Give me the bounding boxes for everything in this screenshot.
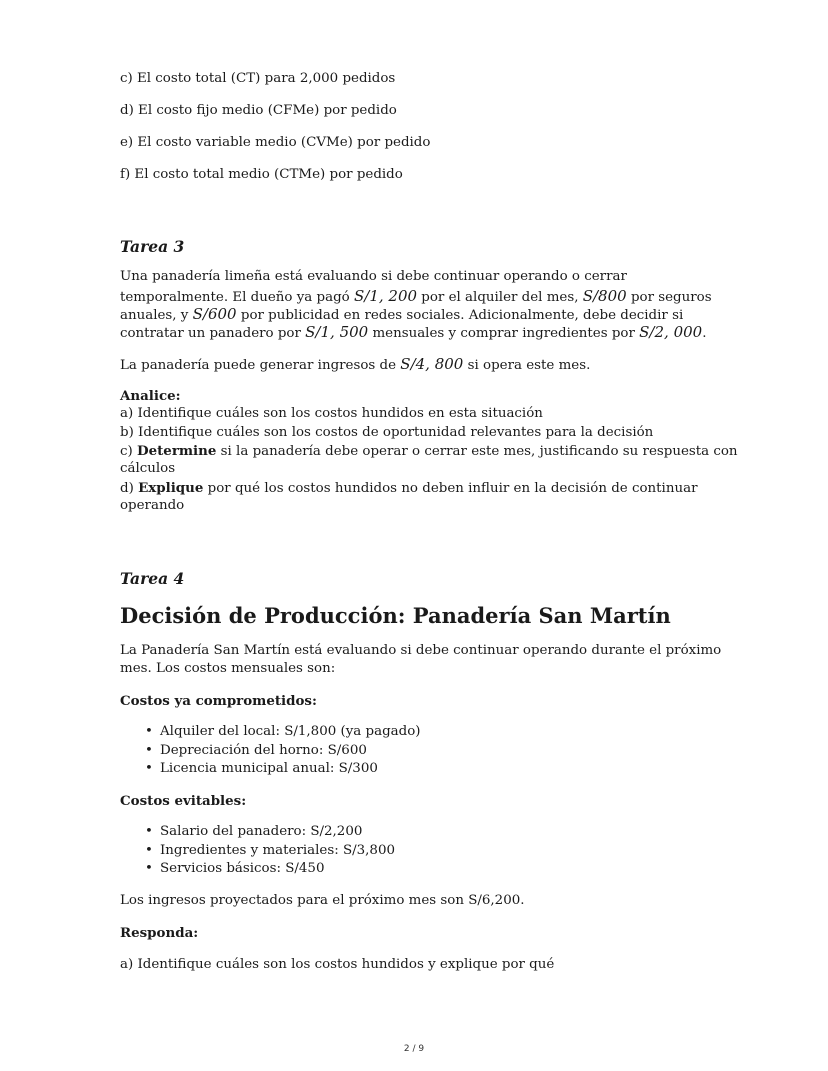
tarea3-p2 — [120, 355, 590, 376]
tarea3-p1-line1 — [120, 268, 627, 287]
math-amount: S/1, 500 — [305, 323, 369, 341]
tarea4-heading: Decisión de Producción: Panadería San Martín — [120, 603, 671, 628]
math-amount: S/600 — [192, 305, 237, 323]
tarea4-intro-line1: La Panadería San Martín está evaluando si debe continuar operando durante el próximo — [120, 643, 722, 658]
item-f: f) El costo total medio (CTMe) por pedido — [120, 167, 403, 182]
analice-label: Analice: — [120, 388, 181, 404]
tarea4-qa: a) Identifique cuáles son los costos hundidos y explique por qué — [120, 957, 555, 972]
tarea3-qc-cont: cálculos — [120, 461, 176, 476]
list-item: • Salario del panadero: S/2,200 — [120, 823, 710, 842]
item-d: d) El costo fijo medio (CFMe) por pedido — [120, 103, 397, 118]
text: contratar un panadero por — [120, 326, 306, 341]
text: temporalmente. El dueño ya pagó — [120, 290, 354, 305]
math-amount: S/1, 200 — [354, 287, 418, 305]
committed-costs-list — [120, 723, 710, 779]
tarea3-qd-cont: operando — [120, 498, 185, 513]
list-item: • Alquiler del local: S/1,800 (ya pagado) — [120, 723, 710, 742]
page-number: 2 / 9 — [403, 1044, 425, 1054]
text: si la panadería debe operar o cerrar este mes, justificando su respuesta con — [216, 444, 738, 459]
text: si opera este mes. — [463, 358, 591, 373]
bold-text: Determine — [136, 443, 217, 459]
list-item: • Servicios básicos: S/450 — [120, 860, 710, 879]
revenue-text: Los ingresos proyectados para el próximo mes son S/6,200. — [120, 893, 525, 908]
avoidable-costs-list — [120, 823, 710, 879]
bold-text: Explique — [138, 480, 204, 496]
text: La panadería puede generar ingresos de — [120, 358, 401, 373]
math-amount: S/4, 800 — [400, 355, 464, 373]
text: anuales, y — [120, 308, 193, 323]
tarea3-qa: a) Identifique cuáles son los costos hundidos en esta situación — [120, 406, 543, 421]
tarea3-title: Tarea 3 — [120, 237, 185, 256]
text: por publicidad en redes sociales. Adicionalmente, debe decidir si — [236, 308, 684, 323]
responda-label: Responda: — [120, 925, 199, 941]
tarea3-p1-line4 — [120, 323, 706, 344]
text: d) — [120, 481, 139, 496]
tarea3-qb: b) Identifique cuáles son los costos de oportunidad relevantes para la decisión — [120, 425, 654, 440]
text: . — [702, 326, 707, 341]
avoidable-costs-label: Costos evitables: — [120, 793, 247, 809]
tarea4-title: Tarea 4 — [120, 569, 185, 588]
text: c) — [120, 444, 137, 459]
committed-costs-label: Costos ya comprometidos: — [120, 693, 317, 709]
tarea3-qd — [120, 479, 697, 499]
math-amount: S/800 — [582, 287, 627, 305]
list-item: • Depreciación del horno: S/600 — [120, 742, 710, 761]
item-e: e) El costo variable medio (CVMe) por pedido — [120, 135, 431, 150]
text: mensuales y comprar ingredientes por — [368, 326, 640, 341]
math-amount: S/2, 000 — [639, 323, 703, 341]
text: Una panadería limeña está evaluando si debe continuar operando o cerrar — [120, 269, 627, 284]
tarea4-intro-line2: mes. Los costos mensuales son: — [120, 661, 336, 676]
text: por qué los costos hundidos no deben influir en la decisión de continuar — [203, 481, 698, 496]
item-c: c) El costo total (CT) para 2,000 pedidos — [120, 71, 396, 86]
tarea3-qc — [120, 442, 738, 462]
text: por el alquiler del mes, — [417, 290, 583, 305]
list-item: • Ingredientes y materiales: S/3,800 — [120, 842, 710, 861]
text: por seguros — [626, 290, 712, 305]
list-item: • Licencia municipal anual: S/300 — [120, 760, 710, 779]
